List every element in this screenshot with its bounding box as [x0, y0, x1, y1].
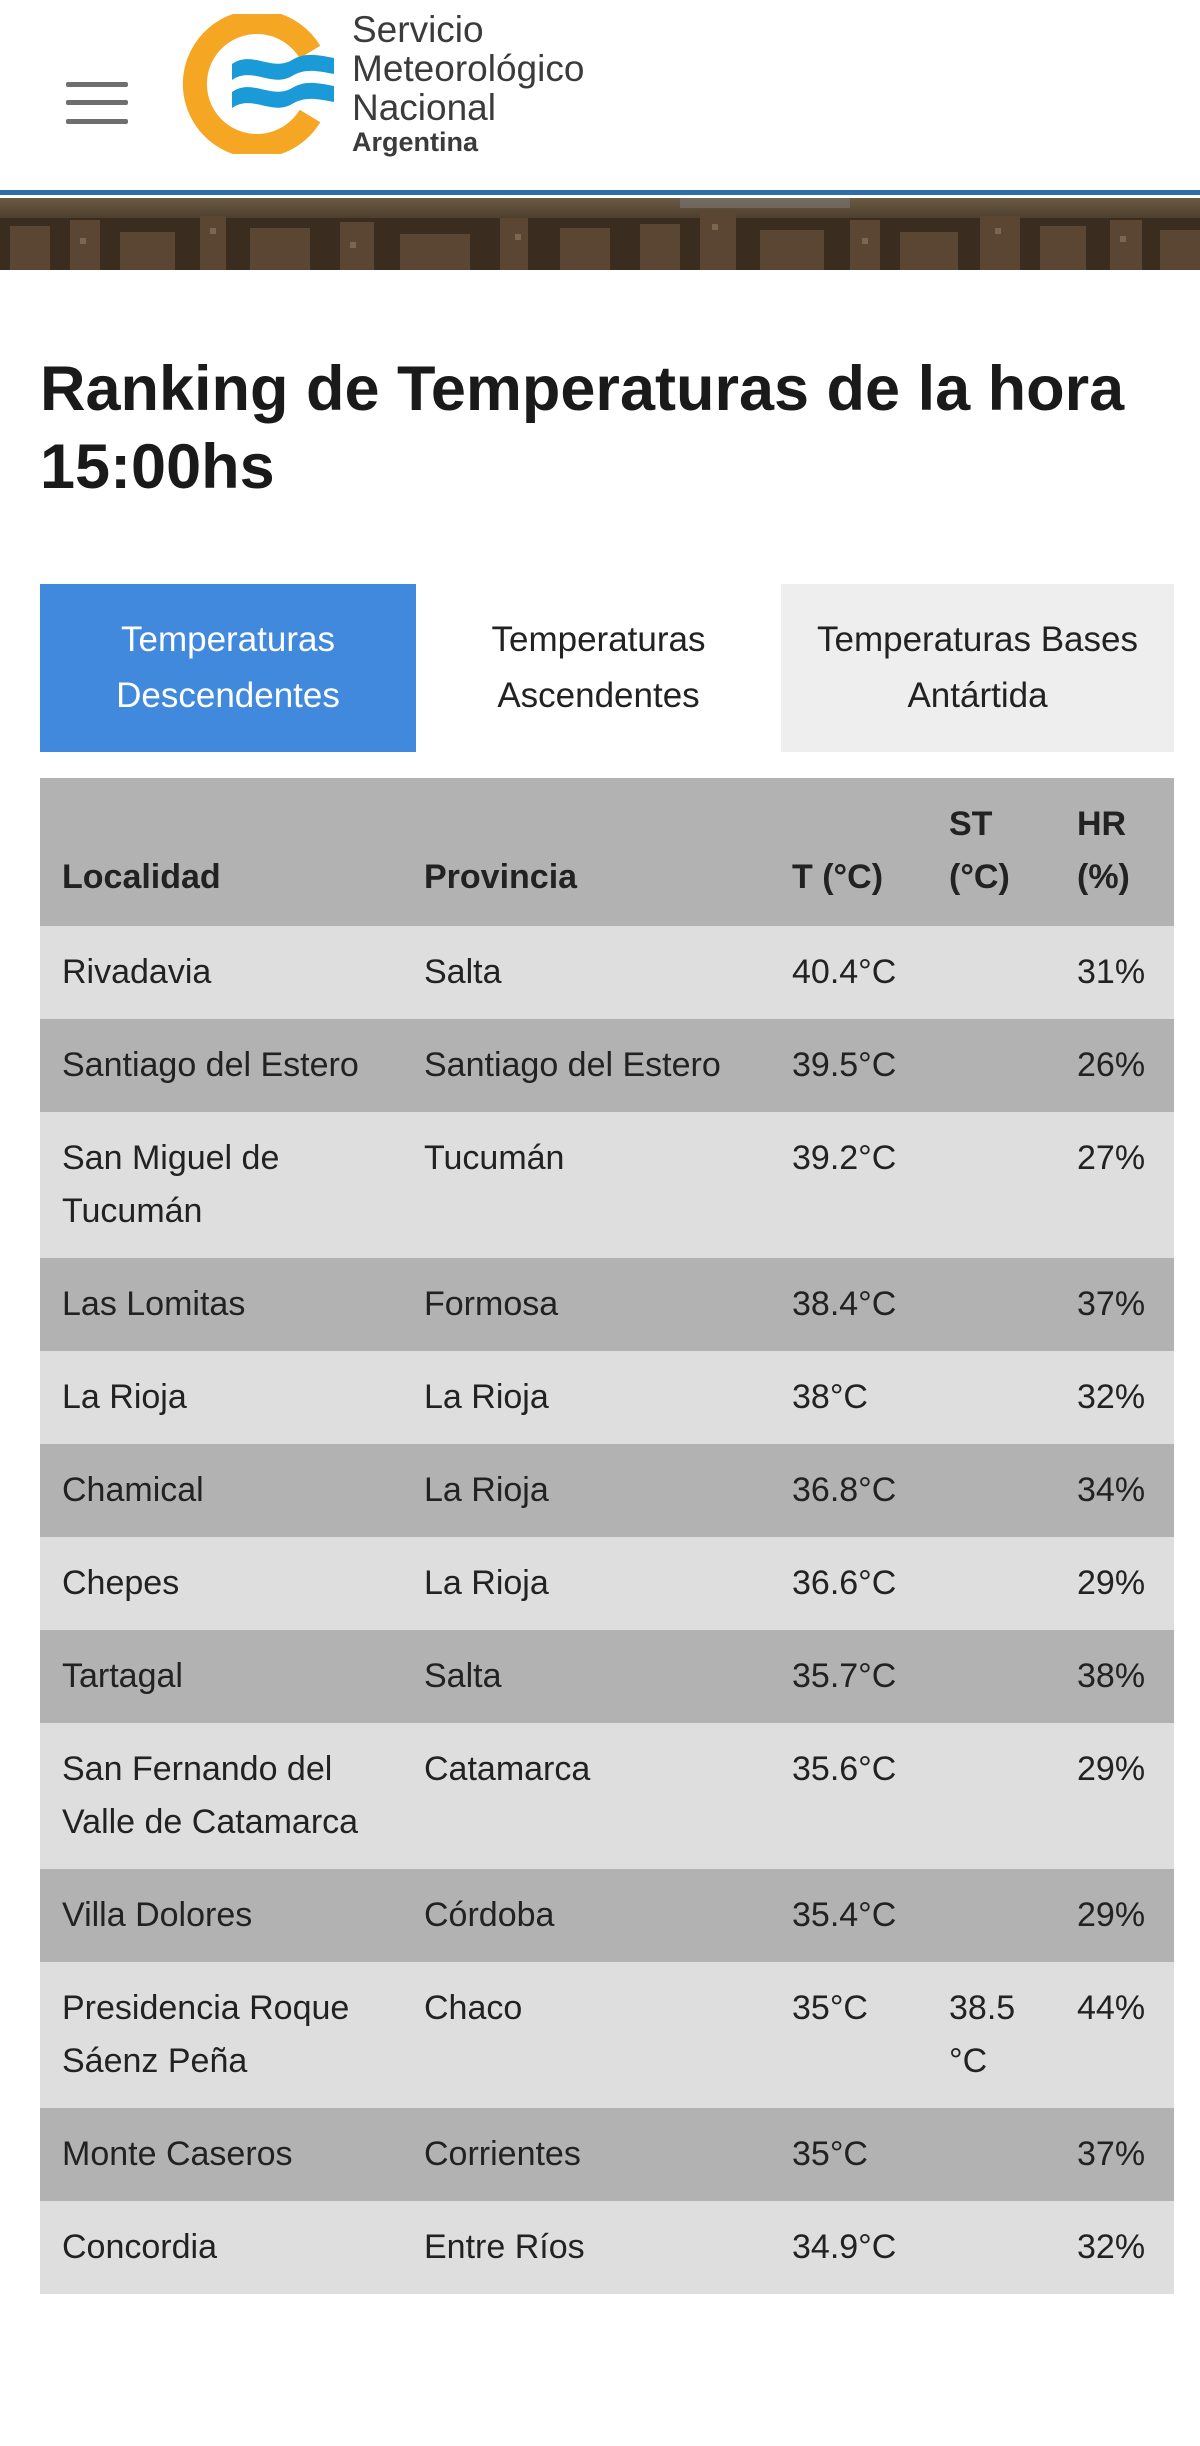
- ranking-tabs: [40, 584, 1174, 752]
- cell-temperatura: 38°C: [770, 1351, 927, 1444]
- cell-sensacion-termica: [927, 1351, 1055, 1444]
- cell-humedad: 29%: [1055, 1537, 1174, 1630]
- cell-localidad: Presidencia Roque Sáenz Peña: [40, 1962, 402, 2108]
- cell-humedad: 38%: [1055, 1630, 1174, 1723]
- table-row: [40, 1869, 1174, 1962]
- cell-localidad: Las Lomitas: [40, 1258, 402, 1351]
- cell-humedad: 37%: [1055, 1258, 1174, 1351]
- cell-humedad: 37%: [1055, 2108, 1174, 2201]
- table-row: [40, 1630, 1174, 1723]
- cell-localidad: Villa Dolores: [40, 1869, 402, 1962]
- tab-temperaturas-bases-antartida[interactable]: Temperaturas Bases Antártida: [781, 584, 1174, 752]
- cell-localidad: Monte Caseros: [40, 2108, 402, 2201]
- temperature-ranking-table: [40, 778, 1174, 2294]
- table-header-row: [40, 778, 1174, 926]
- cell-provincia: Chaco: [402, 1962, 770, 2108]
- cell-localidad: Santiago del Estero: [40, 1019, 402, 1112]
- header-sensacion-termica: ST (°C): [927, 778, 1055, 926]
- cell-humedad: 26%: [1055, 1019, 1174, 1112]
- cell-sensacion-termica: [927, 1444, 1055, 1537]
- cell-humedad: 27%: [1055, 1112, 1174, 1258]
- cell-sensacion-termica: [927, 1112, 1055, 1258]
- header-localidad: Localidad: [40, 778, 402, 926]
- table-row: [40, 1019, 1174, 1112]
- table-row: [40, 1537, 1174, 1630]
- cell-temperatura: 35.4°C: [770, 1869, 927, 1962]
- cell-localidad: San Miguel de Tucumán: [40, 1112, 402, 1258]
- cell-temperatura: 35°C: [770, 1962, 927, 2108]
- cell-provincia: Formosa: [402, 1258, 770, 1351]
- cell-sensacion-termica: [927, 1258, 1055, 1351]
- cell-provincia: La Rioja: [402, 1351, 770, 1444]
- city-banner-image: [0, 198, 1200, 270]
- cell-sensacion-termica: [927, 1630, 1055, 1723]
- cell-temperatura: 38.4°C: [770, 1258, 927, 1351]
- cell-temperatura: 40.4°C: [770, 926, 927, 1019]
- cell-provincia: Salta: [402, 926, 770, 1019]
- cell-temperatura: 34.9°C: [770, 2201, 927, 2294]
- hamburger-menu-icon[interactable]: [66, 82, 128, 124]
- cell-localidad: Concordia: [40, 2201, 402, 2294]
- header-temperatura: T (°C): [770, 778, 927, 926]
- cell-humedad: 32%: [1055, 1351, 1174, 1444]
- cell-provincia: Corrientes: [402, 2108, 770, 2201]
- cell-provincia: Salta: [402, 1630, 770, 1723]
- cell-provincia: Catamarca: [402, 1723, 770, 1869]
- cell-temperatura: 36.8°C: [770, 1444, 927, 1537]
- logo-text[interactable]: [352, 10, 584, 157]
- table-row: [40, 2108, 1174, 2201]
- cell-sensacion-termica: [927, 2108, 1055, 2201]
- table-row: [40, 1723, 1174, 1869]
- cell-localidad: Rivadavia: [40, 926, 402, 1019]
- cell-humedad: 31%: [1055, 926, 1174, 1019]
- smn-logo-icon[interactable]: [180, 14, 345, 154]
- cell-humedad: 29%: [1055, 1869, 1174, 1962]
- cell-provincia: Tucumán: [402, 1112, 770, 1258]
- cell-sensacion-termica: [927, 1869, 1055, 1962]
- cell-localidad: La Rioja: [40, 1351, 402, 1444]
- cell-temperatura: 35.7°C: [770, 1630, 927, 1723]
- header-humedad: HR (%): [1055, 778, 1174, 926]
- logo-line-meteorologico: Meteorológico: [352, 48, 585, 89]
- cell-localidad: San Fernando del Valle de Catamarca: [40, 1723, 402, 1869]
- table-row: [40, 926, 1174, 1019]
- header-provincia: Provincia: [402, 778, 770, 926]
- cell-temperatura: 36.6°C: [770, 1537, 927, 1630]
- logo-line-servicio: Servicio: [352, 9, 484, 50]
- tab-temperaturas-descendentes[interactable]: Temperaturas Descendentes: [40, 584, 416, 752]
- cell-temperatura: 35.6°C: [770, 1723, 927, 1869]
- cell-humedad: 29%: [1055, 1723, 1174, 1869]
- cell-humedad: 32%: [1055, 2201, 1174, 2294]
- tab-temperaturas-ascendentes[interactable]: Temperaturas Ascendentes: [416, 584, 781, 752]
- cell-provincia: Entre Ríos: [402, 2201, 770, 2294]
- cell-temperatura: 39.2°C: [770, 1112, 927, 1258]
- cell-provincia: La Rioja: [402, 1444, 770, 1537]
- cell-localidad: Tartagal: [40, 1630, 402, 1723]
- page-title: Ranking de Temperaturas de la hora 15:00hs: [40, 354, 1125, 502]
- cell-sensacion-termica: [927, 1723, 1055, 1869]
- logo-line-nacional: Nacional: [352, 87, 496, 128]
- table-row: [40, 1444, 1174, 1537]
- cell-provincia: La Rioja: [402, 1537, 770, 1630]
- table-row: [40, 1258, 1174, 1351]
- table-row: [40, 1962, 1174, 2108]
- table-row: [40, 2201, 1174, 2294]
- cell-temperatura: 35°C: [770, 2108, 927, 2201]
- cell-humedad: 44%: [1055, 1962, 1174, 2108]
- table-row: [40, 1351, 1174, 1444]
- table-row: [40, 1112, 1174, 1258]
- cell-localidad: Chepes: [40, 1537, 402, 1630]
- cell-temperatura: 39.5°C: [770, 1019, 927, 1112]
- logo-line-argentina: Argentina: [352, 127, 479, 157]
- cell-localidad: Chamical: [40, 1444, 402, 1537]
- cell-humedad: 34%: [1055, 1444, 1174, 1537]
- cell-sensacion-termica: [927, 2201, 1055, 2294]
- cell-sensacion-termica: 38.5 °C: [927, 1962, 1055, 2108]
- cell-provincia: Santiago del Estero: [402, 1019, 770, 1112]
- cell-sensacion-termica: [927, 1537, 1055, 1630]
- cell-sensacion-termica: [927, 926, 1055, 1019]
- cell-provincia: Córdoba: [402, 1869, 770, 1962]
- cell-sensacion-termica: [927, 1019, 1055, 1112]
- site-header: [0, 0, 1200, 195]
